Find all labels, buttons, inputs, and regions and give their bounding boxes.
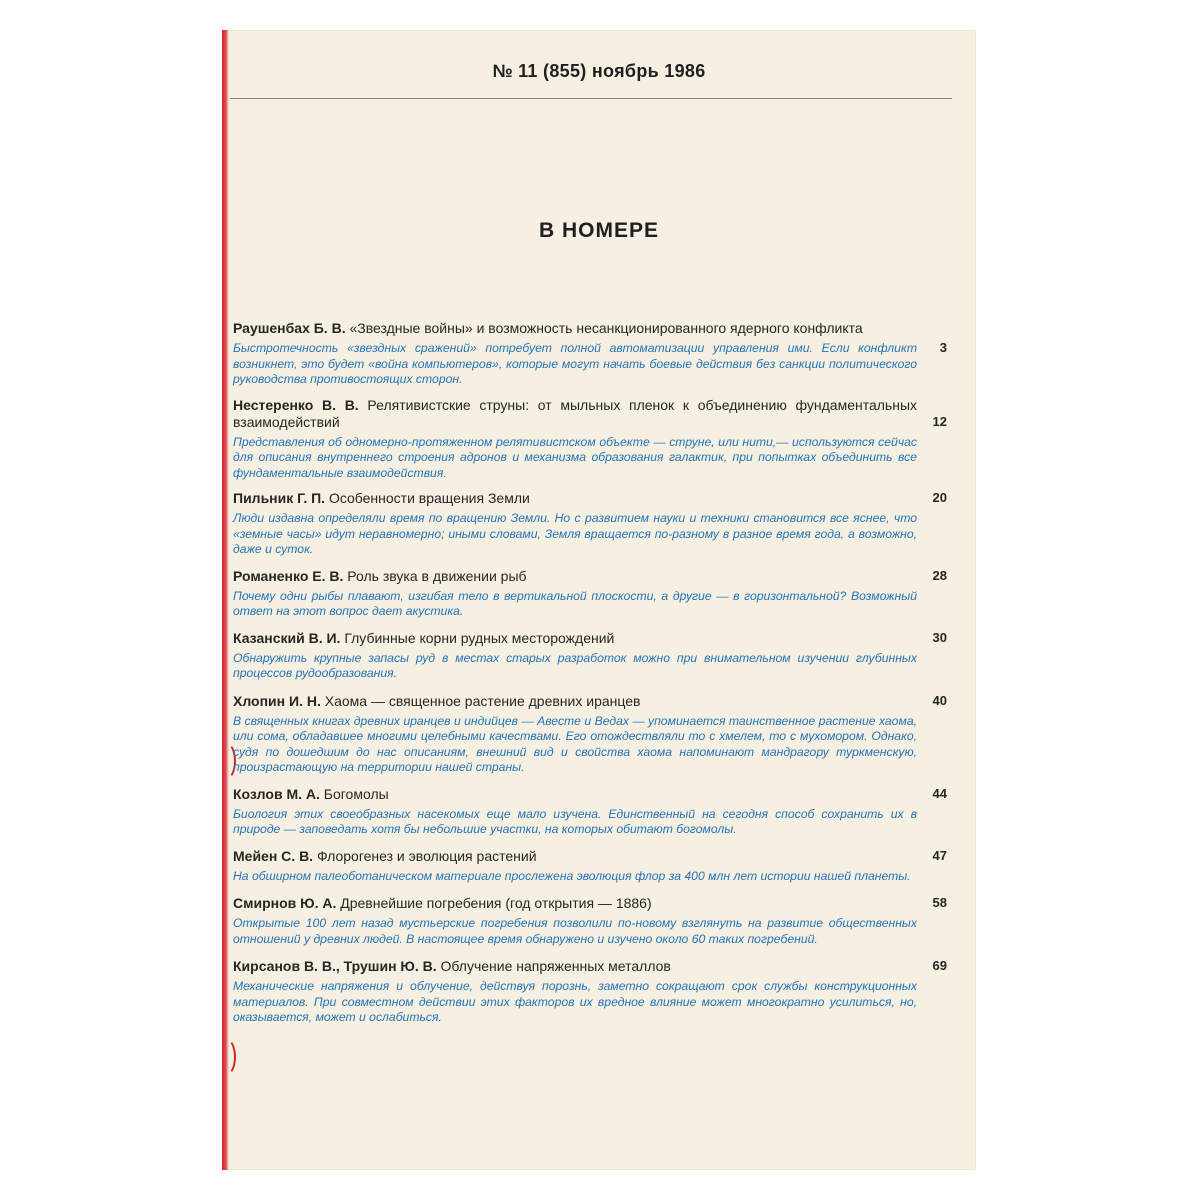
table-of-contents [233,320,947,1026]
entry-author: Пильник Г. П. [233,490,326,506]
entry-author: Раушенбах Б. В. [233,320,346,336]
entry-title: Хаома — священное растение древних иранцев [324,692,641,709]
entry-title-line [233,958,917,975]
entry-description: Представления об одномерно-протяженном релятивистском объекте — струне, или нити,— используются сейчас для описания внутреннего строения адронов и механизма образования галактик, при попытках объединить все фундаментальные взаимодействия. [233,434,917,480]
entry-author: Романенко Е. В. [233,567,344,584]
entry-title: Особенности вращения Земли [328,490,530,506]
toc-entry [233,785,947,838]
entry-author: Кирсанов В. В., Трушин Ю. В. [233,958,437,974]
entry-title-line [233,786,917,803]
issue-header: № 11 (855) ноябрь 1986 [492,61,706,81]
toc-entry [233,629,947,682]
entry-description: Механические напряжения и облучение, действуя порознь, заметно сокращают срок службы конструкционных материалов. При совместном действии этих факторов их вредное влияние может многократно усилиться, но, оказывается, может и ослабиться. [233,979,917,1024]
entry-title-line [233,630,917,647]
entry-page-number: 28 [932,567,947,583]
entry-description: На обширном палеоботаническом материале прослежена эволюция флор за 400 млн лет истории нашей планеты. [233,868,911,883]
toc-entry [233,396,947,482]
entry-author: Казанский В. И. [233,629,341,646]
entry-title: Флорогенез и эволюция растений [316,847,537,864]
entry-title-line [233,320,917,337]
entry-page-number: 12 [932,413,947,429]
section-title: В НОМЕРЕ [538,219,659,242]
toc-entry [233,958,947,1026]
entry-author: Козлов М. А. [233,785,320,802]
header-divider [230,98,952,99]
entry-author: Мейен С. В. [233,847,314,864]
magazine-page [222,30,976,1170]
entry-description: Быстротечность «звездных сражений» потребует полной автоматизации управления ими. Если конфликт возникнет, это будет «война компьютеров», которые могут начать боевые действия без санкции политического руководства противостоящих сторон. [233,341,917,386]
entry-title-line [233,848,917,865]
entry-title: Богомолы [323,785,389,802]
toc-entry [233,320,947,388]
entry-description: Биология этих своеобразных насекомых еще мало изучена. Единственный на сегодня способ сохранить их в природе — заповедать хотя бы небольшие участки, на которых обитают богомолы. [233,806,917,836]
entry-title-line [233,397,917,431]
toc-entry [233,567,947,620]
red-page-edge [222,30,229,1170]
entry-page-number: 30 [932,629,947,645]
entry-author: Нестеренко В. В. [233,396,359,413]
entry-title: «Звездные войны» и возможность несанкционированного ядерного конфликта [349,320,863,336]
entry-title-line [233,693,917,710]
entry-title: Роль звука в движении рыб [347,567,527,584]
entry-description: Открытые 100 лет назад мустьерские погребения позволили по-новому взглянуть на развитие общественных отношений у древних людей. В настоящее время обнаружено и изучено около 60 таких погребений. [233,916,917,946]
toc-entry [233,847,947,885]
entry-description: Почему одни рыбы плавают, изгибая тело в вертикальной плоскости, а другие — в горизонтальной? Возможный ответ на этот вопрос дает акустика. [233,588,917,618]
entry-title-line [233,568,917,585]
entry-page-number: 44 [932,785,947,801]
red-edge-mark [216,1038,236,1076]
entry-description: Люди издавна определяли время по вращению Земли. Но с развитием науки и техники становится все яснее, что «земные часы» идут неравномерно; иными словами, Земля вращается по-разному в разное время года, а возможно, даже и суток. [233,511,917,556]
entry-description: В священных книгах древних иранцев и индийцев — Авесте и Ведах — упоминается таинственное растение хаома, или сома, обладавшее многими целебными качествами. Его отождествляли то с хмелем, то с мухомором. Однако, судя по дошедшим до нас описаниям, внешний вид и свойства хаома напоминают мандрагору туркменскую, произрастающую на территории нашей страны. [233,713,917,774]
entry-author: Смирнов Ю. А. [233,895,337,911]
entry-page-number: 40 [932,692,947,708]
entry-page-number: 3 [939,340,947,355]
entry-author: Хлопин И. Н. [233,692,321,709]
entry-title: Релятивистские струны: от мыльных пленок к объединению фундаментальных взаимодействий [233,396,918,430]
entry-title: Древнейшие погребения (год открытия — 1886) [340,895,652,911]
entry-page-number: 69 [932,958,947,973]
entry-description: Обнаружить крупные запасы руд в местах старых разработок можно при внимательном изучении глубинных процессов рудообразования. [233,650,917,680]
toc-entry [233,692,947,776]
entry-title: Глубинные корни рудных месторождений [344,629,615,646]
entry-page-number: 58 [932,895,947,910]
entry-title-line [233,490,917,507]
entry-page-number: 20 [932,490,947,505]
entry-title-line [233,895,917,912]
entry-page-number: 47 [932,847,947,863]
toc-entry [233,895,947,947]
entry-title: Облучение напряженных металлов [440,958,671,974]
toc-entry [233,490,947,558]
